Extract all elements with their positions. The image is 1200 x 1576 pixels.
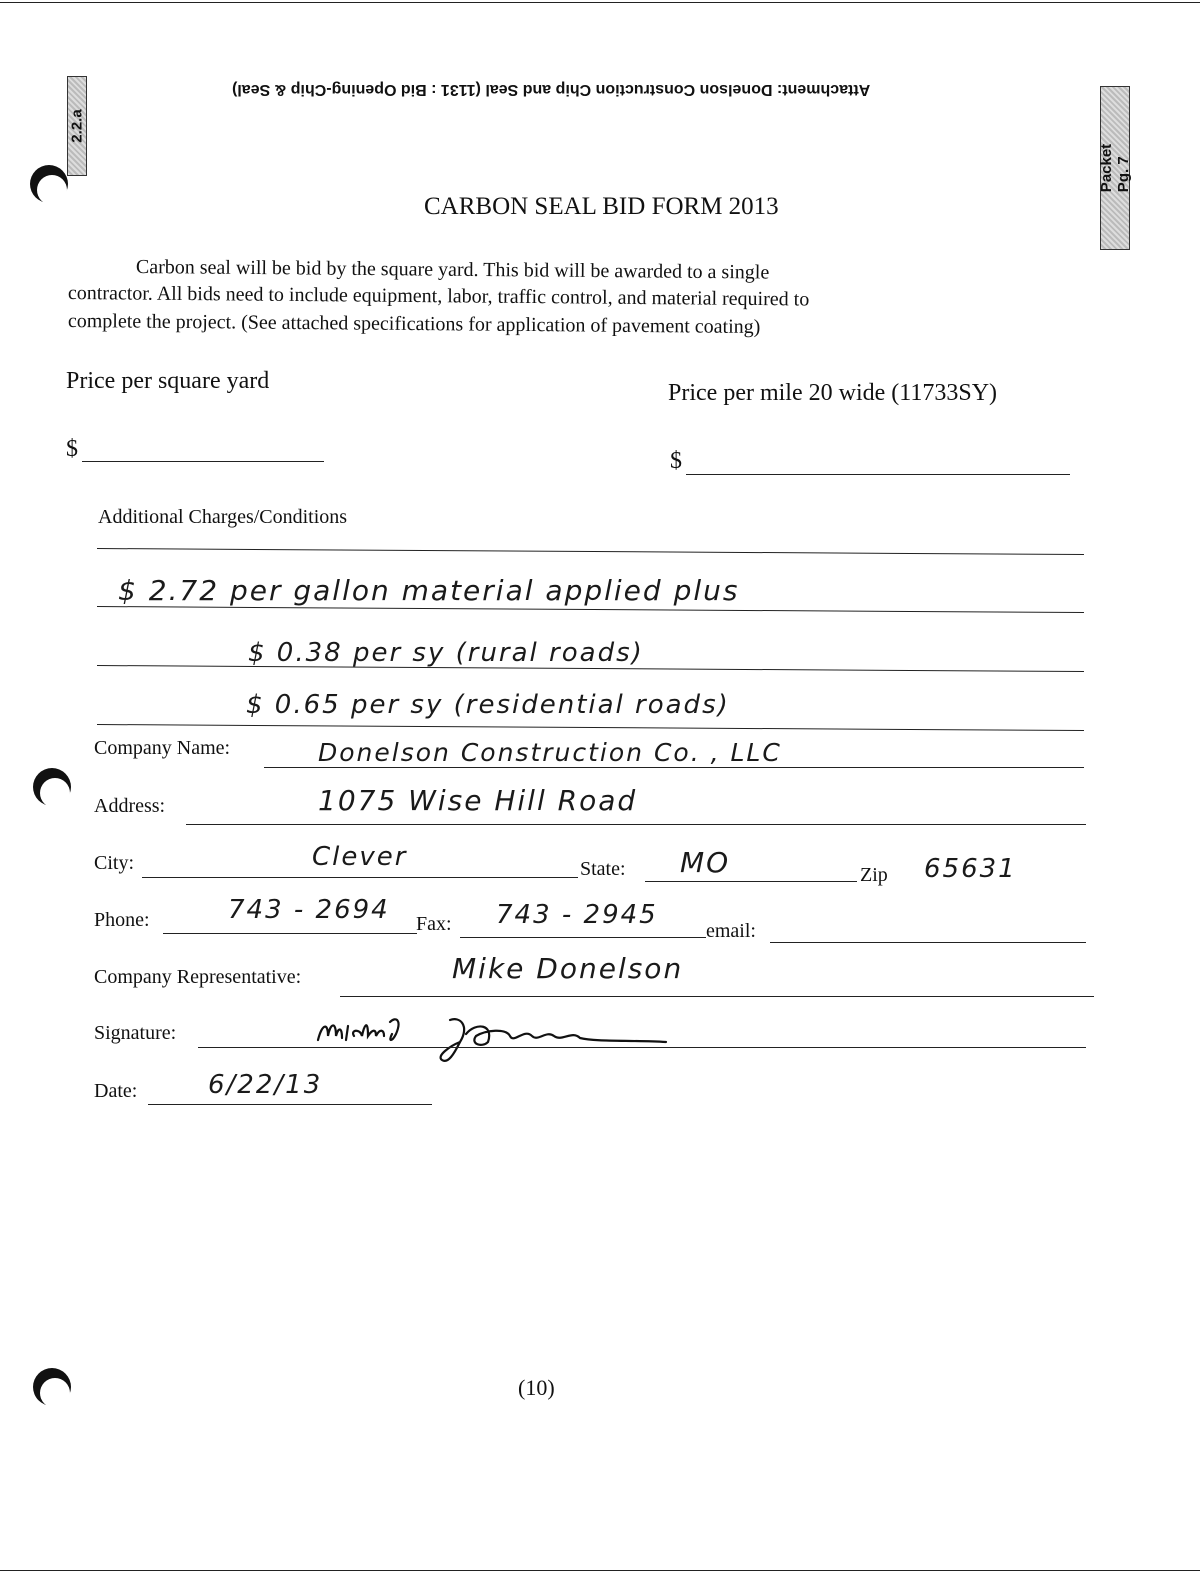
phone-value[interactable]: 743 - 2694 xyxy=(228,895,390,925)
company-name-label: Company Name: xyxy=(94,737,231,759)
state-value[interactable]: MO xyxy=(680,846,731,879)
punch-hole-icon xyxy=(33,768,71,806)
city-field-line xyxy=(142,877,578,878)
price-mile-dollar: $ xyxy=(670,448,682,474)
phone-label: Phone: xyxy=(94,909,150,931)
attachment-header: Attachment: Donelson Construction Chip and Seal (1131 : Bid Opening-Chip & Seal) xyxy=(232,81,871,98)
representative-field-line xyxy=(340,996,1094,997)
city-value[interactable]: Clever xyxy=(312,842,408,872)
address-field-line xyxy=(186,824,1086,825)
intro-line-3: complete the project. (See attached specifications for application of pavement coating) xyxy=(67,310,761,339)
additional-charge-3: $ 0.65 per sy (residential roads) xyxy=(246,690,730,720)
zip-label: Zip xyxy=(860,864,888,886)
signature-label: Signature: xyxy=(94,1022,177,1044)
company-name-field-line xyxy=(264,767,1084,768)
intro-line-2: contractor. All bids need to include equipment, labor, traffic control, and material required to xyxy=(67,282,810,311)
additional-charge-2: $ 0.38 per sy (rural roads) xyxy=(248,638,644,668)
email-label: email: xyxy=(706,920,756,942)
price-sy-label: Price per square yard xyxy=(66,368,270,394)
phone-field-line xyxy=(163,933,417,934)
fax-label: Fax: xyxy=(416,913,452,935)
signature-image[interactable] xyxy=(310,1006,670,1073)
fax-value[interactable]: 743 - 2945 xyxy=(496,900,658,930)
representative-value[interactable]: Mike Donelson xyxy=(452,952,684,985)
zip-value[interactable]: 65631 xyxy=(924,854,1017,884)
state-field-line xyxy=(645,881,857,882)
tab-packet-page xyxy=(1100,86,1130,250)
address-value[interactable]: 1075 Wise Hill Road xyxy=(318,784,638,817)
price-sy-dollar: $ xyxy=(66,436,78,462)
additional-line-1 xyxy=(97,606,1084,613)
page-top-edge xyxy=(0,2,1200,3)
price-mile-label: Price per mile 20 wide (11733SY) xyxy=(668,380,998,406)
representative-label: Company Representative: xyxy=(94,966,302,988)
page-bottom-edge xyxy=(0,1570,1200,1571)
page-number: (10) xyxy=(518,1375,555,1400)
punch-hole-icon xyxy=(33,1368,71,1406)
fax-field-line xyxy=(460,937,706,938)
city-label: City: xyxy=(94,852,135,874)
additional-line-0 xyxy=(97,548,1084,555)
date-label: Date: xyxy=(94,1080,138,1102)
punch-hole-icon xyxy=(30,165,68,203)
date-value[interactable]: 6/22/13 xyxy=(208,1070,323,1100)
date-field-line xyxy=(148,1104,432,1105)
price-sy-field[interactable] xyxy=(82,461,324,462)
form-title: CARBON SEAL BID FORM 2013 xyxy=(424,193,779,220)
state-label: State: xyxy=(580,858,626,880)
address-label: Address: xyxy=(94,795,166,817)
price-mile-field[interactable] xyxy=(686,474,1070,475)
additional-charge-1: $ 2.72 per gallon material applied plus xyxy=(118,574,740,607)
signature-field-line xyxy=(198,1047,1086,1048)
tab-packet-page-label: Packet Pg. 7 xyxy=(1098,143,1132,193)
tab-2-2-a xyxy=(67,76,87,176)
additional-charges-label: Additional Charges/Conditions xyxy=(98,506,348,528)
additional-line-3 xyxy=(97,724,1084,731)
tab-2-2-a-label: 2.2.a xyxy=(68,109,86,143)
company-name-value[interactable]: Donelson Construction Co. , LLC xyxy=(318,738,782,767)
intro-line-1: Carbon seal will be bid by the square yard. This bid will be awarded to a single xyxy=(135,256,770,284)
email-field[interactable] xyxy=(770,942,1086,943)
